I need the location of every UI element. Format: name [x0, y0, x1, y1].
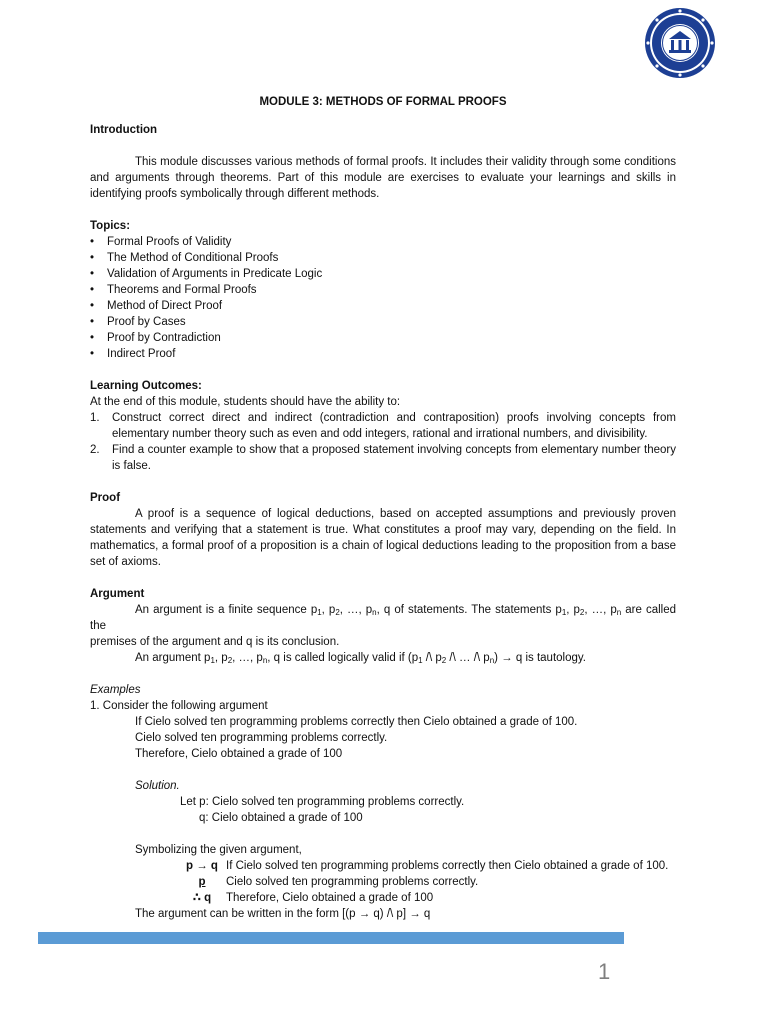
outcome-number: 2.	[90, 444, 100, 456]
example-line: If Cielo solved ten programming problems correctly then Cielo obtained a grade of 100.	[135, 716, 578, 728]
examples-heading: Examples	[90, 684, 141, 696]
example-line: Cielo solved ten programming problems correctly.	[135, 732, 388, 744]
symbolizing-line: Symbolizing the given argument,	[135, 844, 302, 856]
learning-outcomes-heading: Learning Outcomes:	[90, 380, 202, 392]
solution-label: Solution.	[135, 780, 180, 792]
outcome-number: 1.	[90, 412, 100, 424]
argument-definition: An argument is a finite sequence $p_1$, $p_2$, …, $p_n$, q of statements. The statements $p_1$, $p_2$, …, $p_n$ are called the	[90, 604, 676, 632]
symbol: ∴ q	[192, 892, 212, 904]
module-title: MODULE 3: METHODS OF FORMAL PROOFS	[259, 96, 507, 108]
example-line: Therefore, Cielo obtained a grade of 100	[135, 748, 343, 760]
introduction-heading: Introduction	[90, 124, 158, 136]
topic-item: • Formal Proofs of Validity	[90, 234, 676, 250]
footer-bar	[38, 932, 624, 944]
topic-item: • Theorems and Formal Proofs	[90, 282, 676, 298]
topic-item: • Indirect Proof	[90, 346, 676, 362]
symbol-row	[90, 874, 676, 890]
introduction-text: This module discusses various methods of formal proofs. It includes their validity through some conditions and arguments through theorems. Part of this module are exercises to evaluate your learnings and skills in identifying proofs symbolically through different methods.	[90, 156, 676, 200]
let-p-line: Let p: Cielo solved ten programming problems correctly.	[180, 796, 465, 808]
symbol-row	[90, 890, 676, 906]
argument-definition-cont: premises of the argument and q is its conclusion.	[90, 636, 340, 648]
page-number: 1	[598, 959, 611, 984]
proof-text: A proof is a sequence of logical deductions, based on accepted assumptions and previously proven statements and verifying that a statement is true. What constitutes a proof may vary, depending on the field. In mathematics, a formal proof of a proposition is a chain of logical deductions leading to the proposition from a base set of axioms.	[90, 508, 676, 568]
university-seal-icon	[643, 6, 717, 80]
topic-item: • The Method of Conditional Proofs	[90, 250, 676, 266]
topic-item: • Proof by Contradiction	[90, 330, 676, 346]
outcome-text: Construct correct direct and indirect (contradiction and contraposition) proofs involving concepts from elementary number theory such as even and odd integers, rational and irrational numbers, and divisibility.	[112, 412, 676, 440]
let-q-line: q: Cielo obtained a grade of 100	[199, 812, 363, 824]
outcome-text: Find a counter example to show that a proposed statement involving concepts from elementary number theory is false.	[112, 444, 676, 472]
learning-outcomes-list	[90, 410, 676, 474]
outcome-item	[90, 442, 676, 474]
example-item: 1. Consider the following argument	[90, 700, 268, 712]
symbol: p → q	[186, 860, 218, 872]
argument-form-line: The argument can be written in the form [(p → q) /\ p] → q	[135, 908, 431, 920]
outcome-item	[90, 410, 676, 442]
learning-outcomes-intro: At the end of this module, students should have the ability to:	[90, 396, 401, 408]
symbol: p	[198, 876, 206, 888]
argument-validity: An argument $p_1$, $p_2$, …, $p_n$, q is called logically valid if ($p_1$ /\ $p_2$ /\ … /\ $p_n) \to q$ is tautology.	[135, 652, 586, 665]
topic-item: • Proof by Cases	[90, 314, 676, 330]
topics-heading: Topics:	[90, 220, 131, 232]
proof-heading: Proof	[90, 492, 121, 504]
symbol-text: If Cielo solved ten programming problems correctly then Cielo obtained a grade of 100.	[226, 860, 669, 872]
topic-item: • Validation of Arguments in Predicate Logic	[90, 266, 676, 282]
topic-item: • Method of Direct Proof	[90, 298, 676, 314]
symbol-text: Cielo solved ten programming problems correctly.	[226, 876, 479, 888]
document-page	[90, 94, 676, 922]
symbol-text: Therefore, Cielo obtained a grade of 100	[226, 892, 434, 904]
argument-heading: Argument	[90, 588, 145, 600]
topics-list	[90, 234, 676, 362]
symbol-row	[90, 858, 676, 874]
